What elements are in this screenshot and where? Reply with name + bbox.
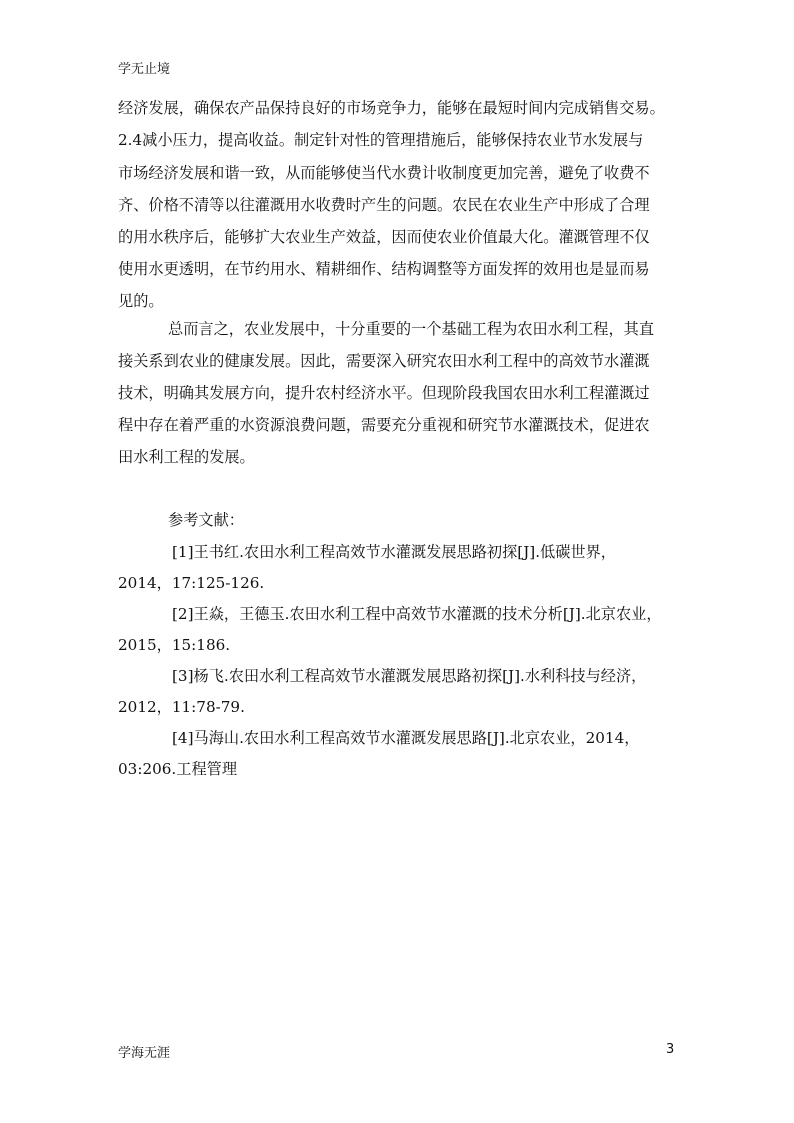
body-line: 见的。 (118, 292, 164, 310)
body-line: 总而言之，农业发展中，十分重要的一个基础工程为农田水利工程，其直 (168, 320, 654, 338)
body-line: 技术，明确其发展方向，提升农村经济水平。但现阶段我国农田水利工程灌溉过 (118, 384, 650, 402)
reference-line: 03:206.工程管理 (118, 760, 238, 778)
body-line: 使用水更透明，在节约用水、精耕细作、结构调整等方面发挥的效用也是显而易 (118, 260, 650, 278)
reference-line: 2012，11:78-79. (118, 698, 245, 716)
body-line: 经济发展，确保农产品保持良好的市场竞争力，能够在最短时间内完成销售交易。 (118, 99, 665, 117)
body-line: 齐、价格不清等以往灌溉用水收费时产生的问题。农民在农业生产中形成了合理 (118, 196, 650, 214)
reference-line: [2]王焱，王德玉.农田水利工程中高效节水灌溉的技术分析[J].北京农业， (172, 605, 662, 623)
body-line: 程中存在着严重的水资源浪费问题，需要充分重视和研究节水灌溉技术，促进农 (118, 416, 650, 434)
page-footer-left: 学海无涯 (118, 1046, 171, 1061)
body-line: 田水利工程的发展。 (118, 448, 255, 466)
references-label: 参考文献： (168, 511, 244, 529)
page-header: 学无止境 (118, 62, 171, 77)
reference-line: [3]杨飞.农田水利工程高效节水灌溉发展思路初探[J].水利科技与经济， (172, 667, 647, 685)
reference-line: [4]马海山.农田水利工程高效节水灌溉发展思路[J].北京农业，2014， (172, 729, 640, 747)
reference-line: [1]王书红.农田水利工程高效节水灌溉发展思路初探[J].低碳世界， (172, 543, 616, 561)
page-number: 3 (666, 1042, 675, 1057)
reference-line: 2015，15:186. (118, 636, 231, 654)
body-line: 市场经济发展和谐一致，从而能够使当代水费计收制度更加完善，避免了收费不 (118, 164, 650, 182)
body-line: 的用水秩序后，能够扩大农业生产效益，因而使农业价值最大化。灌溉管理不仅 (118, 228, 650, 246)
body-line: 接关系到农业的健康发展。因此，需要深入研究农田水利工程中的高效节水灌溉 (118, 352, 650, 370)
reference-line: 2014，17:125-126. (118, 574, 265, 592)
body-line: 2.4减小压力，提高收益。制定针对性的管理措施后，能够保持农业节水发展与 (118, 131, 644, 149)
